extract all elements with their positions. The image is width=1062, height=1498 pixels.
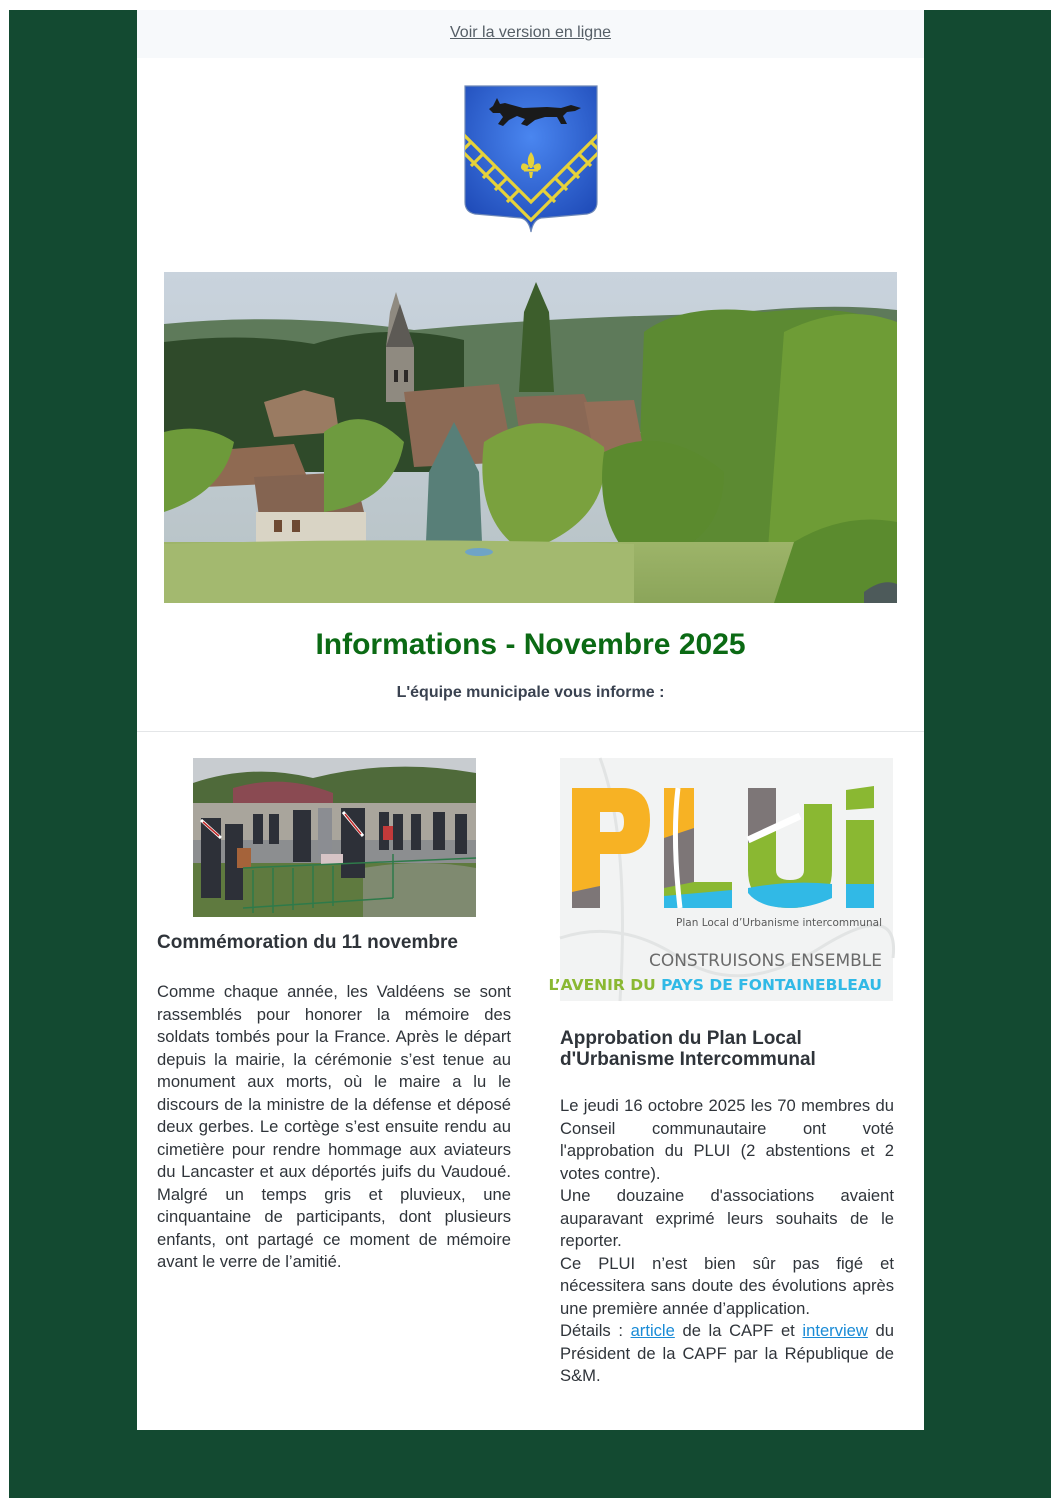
plui-tagline-2a: L’AVENIR DU [548,976,662,994]
article-body: Comme chaque année, les Valdéens se sont rassemblés pour honorer la mémoire des soldats tombés pour la France. Après le départ depuis la mairie, la cérémonie s’est tenue au monument aux morts, où le maire a lu le discours de la ministre de la défense et déposé deux gerbes. Le cortège s’est ensuite rendu au cimetière pour rendre hommage aux aviateurs du Lancaster et aux déportés juifs du Vaudoué. Malgré un temps gris et pluvieux, une cinquantaine de participants, dont plusieurs enfants, ont partagé ce moment de mémoire avant le verre de l’amitié. [157,982,511,1271]
newsletter-subtitle: L'équipe municipale vous informe : [396,684,665,701]
svg-text:L’AVENIR DU PAYS DE FONTAINEBL [548,976,882,994]
article-link[interactable]: article [630,1321,675,1340]
newsletter-title: Informations - Novembre 2025 [315,628,746,661]
plui-caption: Plan Local d’Urbanisme intercommunal [676,917,882,929]
paragraph: Le jeudi 16 octobre 2025 les 70 membres du Conseil communautaire ont voté l'approbation du PLUI (2 abstentions et 2 votes contre). [560,1096,894,1183]
details-suffix: du Président de la CAPF par la République de S&M. [560,1321,894,1385]
newsletter-card [137,10,924,1430]
details-prefix: Détails : [560,1321,631,1340]
top-bar [137,10,924,58]
article-plui [560,1028,894,1388]
commemoration-photo [193,758,476,917]
coat-of-arms-icon [463,84,599,234]
hero-image [164,272,897,603]
article-commemoration [157,932,511,1274]
plui-tagline-1: CONSTRUISONS ENSEMBLE [648,951,882,971]
article-heading: Approbation du Plan Local d'Urbanisme Intercommunal [560,1028,816,1070]
online-version-link[interactable]: Voir la version en ligne [450,24,611,41]
article-body [560,1095,894,1388]
section-divider [137,731,924,732]
article-heading: Commémoration du 11 novembre [157,932,458,953]
paragraph: Ce PLUI n’est bien sûr pas figé et nécessitera sans doute des évolutions après une première année d’application. [560,1253,894,1318]
plui-logo-image [548,758,893,1001]
interview-link[interactable]: interview [802,1321,868,1340]
paragraph: Une douzaine d'associations avaient auparavant exprimé leurs souhaits de le reporter. [560,1186,894,1250]
plui-tagline-2b: PAYS DE FONTAINEBLEAU [661,976,882,994]
details-middle: de la CAPF et [674,1321,803,1340]
paragraph-details [560,1320,894,1388]
